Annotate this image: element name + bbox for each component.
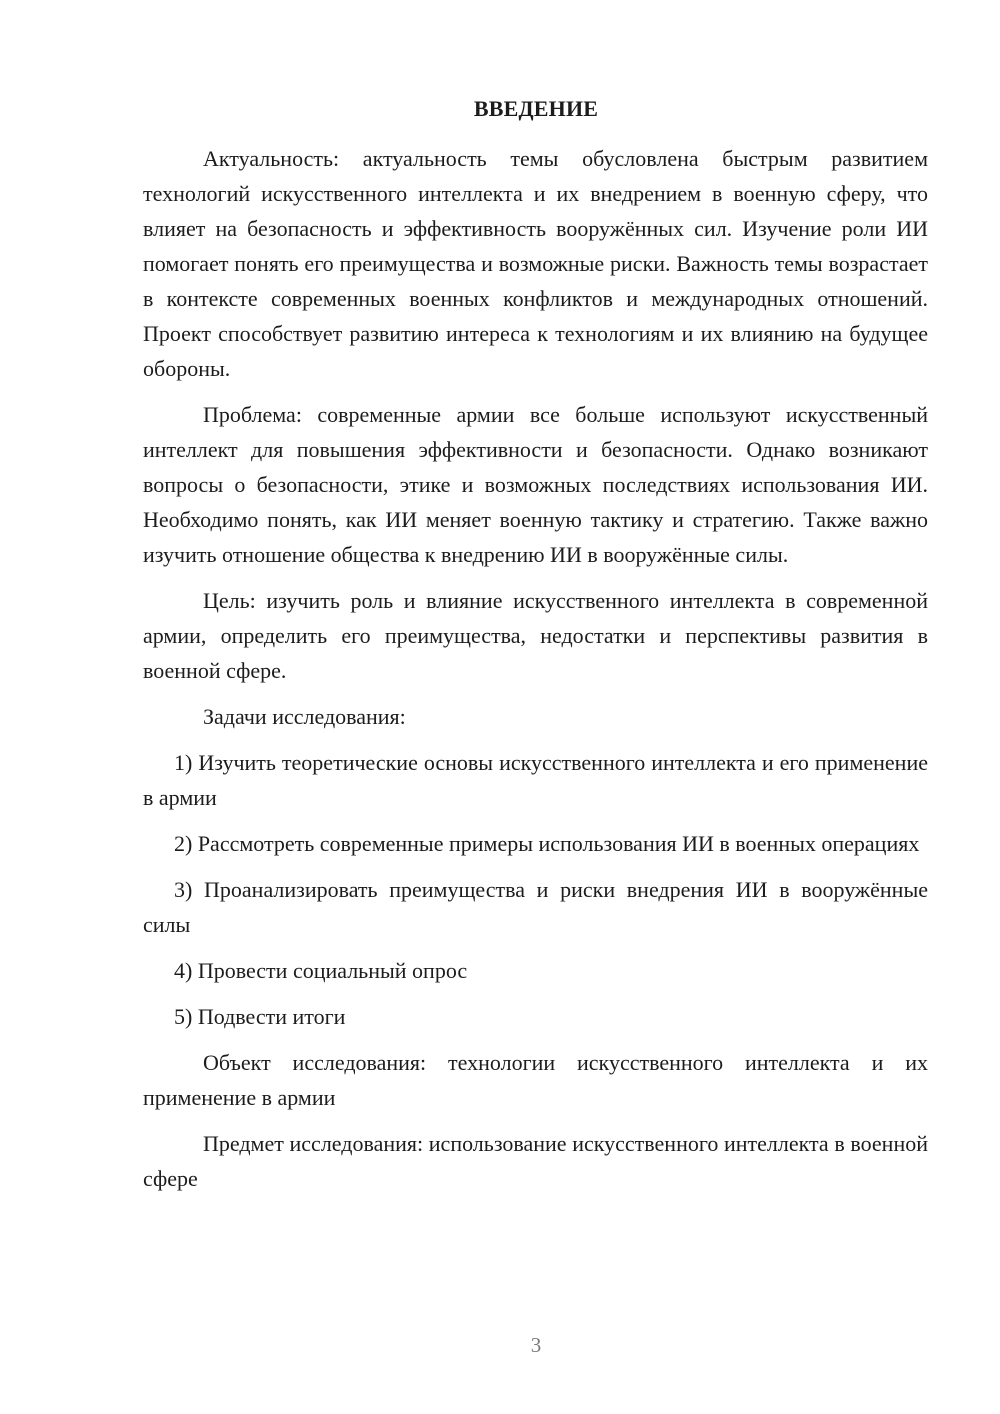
paragraph-subject: Предмет исследования: использование искусственного интеллекта в военной сфере — [143, 1131, 928, 1191]
tasks-heading: Задачи исследования: — [203, 704, 406, 729]
page-number: 3 — [530, 1333, 542, 1357]
page-title: ВВЕДЕНИЕ — [473, 96, 599, 121]
tasks-list — [143, 745, 928, 1034]
list-item: 3) Проанализировать преимущества и риски внедрения ИИ в вооружённые силы — [143, 877, 928, 937]
paragraph-problem: Проблема: современные армии все больше используют искусственный интеллект для повышения эффективности и безопасности. Однако возникают вопросы о безопасности, этике и возможных последствиях использования ИИ. Необходимо понять, как ИИ меняет военную тактику и стратегию. Также важно изучить отношение общества к внедрению ИИ в вооружённые силы. — [143, 402, 928, 567]
paragraph-object: Объект исследования: технологии искусственного интеллекта и их применение в армии — [143, 1050, 928, 1110]
paragraph-relevance: Актуальность: актуальность темы обусловлена быстрым развитием технологий искусственного интеллекта и их внедрением в военную сферу, что влияет на безопасность и эффективность вооружённых сил. Изучение роли ИИ помогает понять его преимущества и возможные риски. Важность темы возрастает в контексте современных военных конфликтов и международных отношений. Проект способствует развитию интереса к технологиям и их влиянию на будущее обороны. — [143, 146, 928, 381]
document-body — [143, 141, 928, 1207]
list-item: 4) Провести социальный опрос — [174, 958, 468, 983]
paragraph-goal: Цель: изучить роль и влияние искусственного интеллекта в современной армии, определить его преимущества, недостатки и перспективы развития в военной сфере. — [143, 588, 928, 683]
list-item: 1) Изучить теоретические основы искусственного интеллекта и его применение в армии — [143, 750, 928, 810]
list-item: 2) Рассмотреть современные примеры использования ИИ в военных операциях — [174, 831, 920, 856]
list-item: 5) Подвести итоги — [174, 1004, 346, 1029]
